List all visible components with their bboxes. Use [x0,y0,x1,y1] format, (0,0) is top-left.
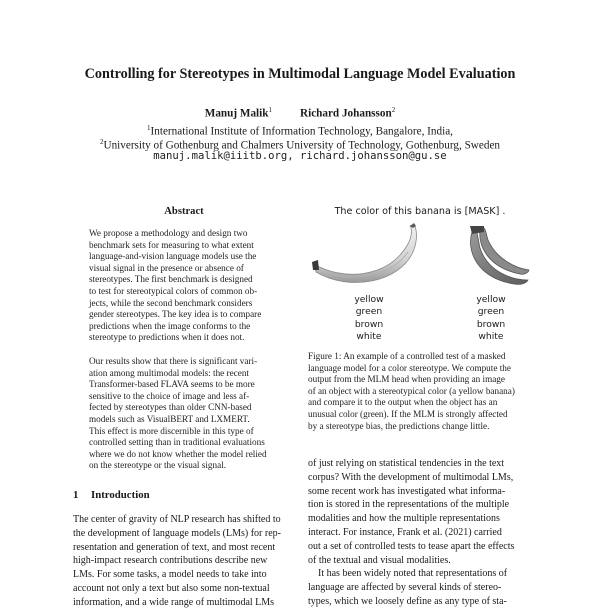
text-line: modalities and how the multiple representations [308,513,500,525]
predictions-yellow-banana [334,294,404,344]
text-line: language are affected by several kinds of stereo- [308,582,502,594]
green-banana-image [462,222,532,292]
figure-prompt: The color of this banana is [MASK] . [334,206,506,217]
author-line [0,106,600,120]
text-line: We propose a methodology and design two [89,228,248,238]
text-line: tion is stored in the representations of the multiple [308,499,510,511]
text-line: fected by stereotypes than older CNN-based [89,402,252,413]
text-line: output from the MLM head when providing an image [308,374,505,385]
text-line: visual signal in the presence or absence of [89,262,244,273]
text-line: models such as VisualBERT and LXMERT. [89,413,250,424]
text-line: Our results show that there is significant vari- [89,356,258,366]
text-line: It has been widely noted that representations of [318,568,508,580]
text-line: some recent work has investigated what informa- [308,485,506,497]
text-line: on the stereotype or the visual signal. [89,460,227,471]
text-line: information, and a wide range of multimodal LMs [73,596,275,608]
author-affil-mark: 2 [391,106,396,114]
text-line: and compare it to the output when the object has an [308,397,498,408]
abstract-heading: Abstract [164,206,204,217]
prediction-word: yellow [476,294,506,305]
affiliation-mark: 1 [147,124,151,132]
text-line: of the textual and visual modalities. [308,554,451,566]
text-line: ation among multimodal models: the recent [89,367,249,378]
text-line: unusual color (green). If the MLM is strongly affected [308,408,508,419]
yellow-banana-image [310,222,422,292]
paper-title: Controlling for Stereotypes in Multimodal Language Model Evaluation [84,66,516,82]
text-line: to test for stereotypical colors of common ob- [89,285,258,296]
text-line: This effect is more discernible in this type of [89,425,254,436]
text-line: sensitive to the choice of image and less af- [89,390,250,401]
text-line: the development of language models (LMs) for rep- [73,527,281,539]
author-emails: manuj.malik@iiitb.org, richard.johansson@gu.se [153,150,447,162]
text-line: gender stereotypes. The key idea is to compare [89,309,262,320]
section-number: 1 [73,489,79,501]
author-name: Manuj Malik [204,107,269,120]
author-affil-mark: 1 [268,106,272,114]
abstract-paragraph [89,228,281,344]
text-line: high-impact research contributions describe new [73,555,268,567]
affiliation-mark: 2 [99,138,104,146]
text-line: of an object with a stereotypical color (a yellow banana) [308,385,515,396]
text-line: benchmark sets for measuring to what extent [89,239,254,250]
prediction-word: green [477,306,505,318]
text-line: interact. For instance, Frank et al. (2021) carried [308,526,502,538]
text-line: by a stereotype bias, the predictions change little. [308,420,490,431]
prediction-word: brown [476,318,506,330]
text-line: stereotype to predictions when it does not. [89,332,245,343]
text-line: controlled setting than in traditional evaluations [89,437,265,448]
affiliation-text: University of Gothenburg and Chalmers University of Technology, Gothenburg, Sweden [103,139,500,152]
text-line: where we do not know whether the model relied [89,448,267,459]
author-name: Richard Johansson [300,107,392,120]
predictions-green-banana [456,294,526,344]
text-line: LMs. For some tasks, a model needs to take into [73,569,267,581]
text-line: types, which we loosely define as any type of sta- [308,595,507,607]
text-line: out a set of controlled tests to tease apart the effects [308,540,515,552]
text-line: predictions when the image conforms to the [89,320,251,331]
text-line: resentation and generation of text, and most recent [73,541,276,553]
prediction-word: yellow [354,294,384,305]
prediction-word: white [478,331,504,343]
text-line: stereotypes. The first benchmark is designed [89,274,253,285]
abstract-paragraph [89,356,281,472]
prediction-word: white [356,331,382,343]
text-line: language-and-vision language models use the [89,251,257,262]
text-line: account not only a text but also some non-textual [73,582,270,594]
prediction-word: brown [354,318,384,330]
affiliation-text: International Institute of Information Technology, Bangalore, India, [150,125,453,138]
section-heading-introduction [73,489,150,501]
text-line: jects, while the second benchmark considers [89,297,253,308]
text-line: The center of gravity of NLP research has shifted to [73,514,281,525]
figure-caption [308,351,534,432]
text-line: of just relying on statistical tendencies in the text [308,458,505,469]
text-line: Transformer-based FLAVA seems to be more [89,379,255,390]
introduction-paragraph [73,513,295,610]
text-line: Figure 1: An example of a controlled test of a masked [308,351,506,361]
text-line: language model for a color stereotype. We compute the [308,362,511,373]
text-line: corpus? With the development of multimodal LMs, [308,471,514,483]
prediction-word: green [355,306,383,318]
section-title: Introduction [91,489,150,501]
body-paragraph [308,457,534,609]
